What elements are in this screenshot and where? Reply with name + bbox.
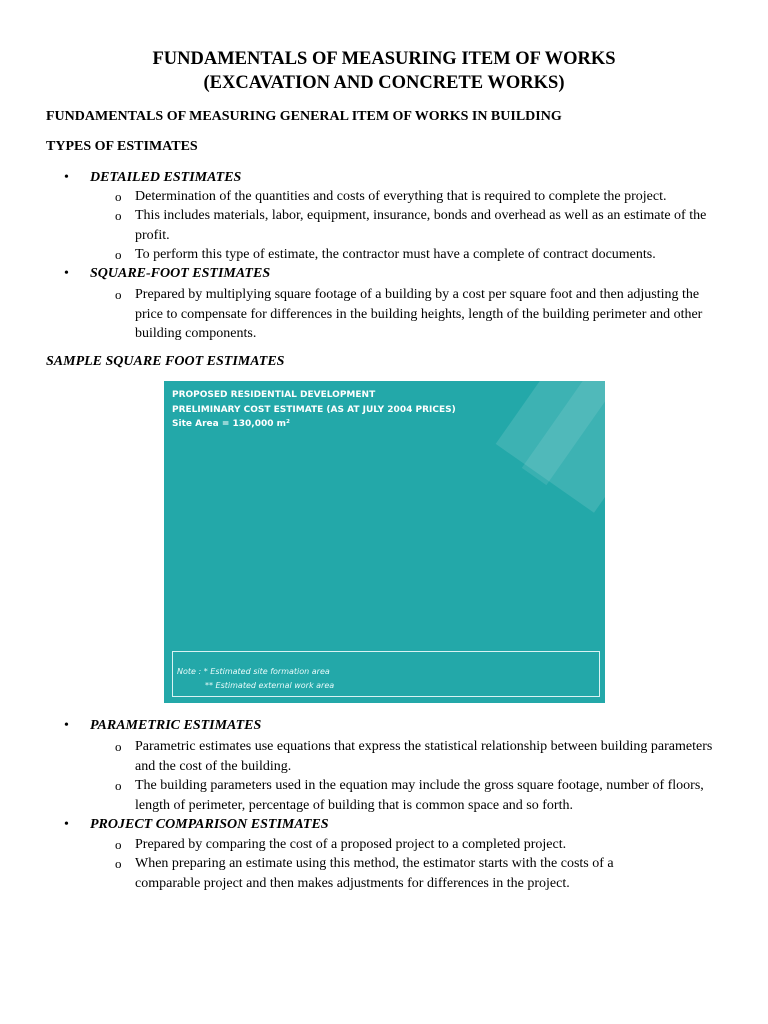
sub-bullet-icon: o <box>115 189 122 204</box>
sub-bullet-icon: o <box>115 856 122 871</box>
bullet-icon: • <box>64 266 69 281</box>
sub-bullet-icon: o <box>115 837 122 852</box>
sub-bullet-icon: o <box>115 778 122 793</box>
sample-estimate-table <box>164 381 605 703</box>
square-foot-estimates-label: SQUARE-FOOT ESTIMATES <box>90 266 271 281</box>
sub-bullet-icon: o <box>115 208 122 223</box>
types-heading: TYPES OF ESTIMATES <box>46 139 198 154</box>
page-title-line-1: FUNDAMENTALS OF MEASURING ITEM OF WORKS <box>152 49 616 69</box>
bullet-icon: • <box>64 718 69 733</box>
square-foot-point-1: Prepared by multiplying square footage of a building by a cost per square foot and then adjusting the price to compensate for differences in the building heights, length of the building perimeter and other building components. <box>135 287 703 341</box>
table-header-line-2: PRELIMINARY COST ESTIMATE (AS AT JULY 2004 PRICES) <box>172 405 456 415</box>
table-note-line-1: Note : * Estimated site formation area <box>177 667 330 676</box>
detailed-estimates-label: DETAILED ESTIMATES <box>90 170 242 185</box>
detailed-point-3: To perform this type of estimate, the contractor must have a complete of contract documents. <box>135 247 656 262</box>
comparison-point-1: Prepared by comparing the cost of a proposed project to a completed project. <box>135 837 567 852</box>
detailed-point-1: Determination of the quantities and costs of everything that is required to complete the project. <box>135 189 667 204</box>
sub-bullet-icon: o <box>115 287 122 302</box>
parametric-point-1: Parametric estimates use equations that express the statistical relationship between building parameters and the cost of the building. <box>135 739 713 774</box>
parametric-point-2: The building parameters used in the equation may include the gross square footage, number of floors, length of perimeter, percentage of building that is common space and so forth. <box>135 778 704 813</box>
sub-bullet-icon: o <box>115 739 122 754</box>
table-header-line-1: PROPOSED RESIDENTIAL DEVELOPMENT <box>172 390 376 400</box>
comparison-point-2: When preparing an estimate using this method, the estimator starts with the costs of a comparable project and then makes adjustments for differences in the project. <box>135 856 614 891</box>
sub-bullet-icon: o <box>115 247 122 262</box>
table-note-line-2: ** Estimated external work area <box>205 681 335 690</box>
page-title-line-2: (EXCAVATION AND CONCRETE WORKS) <box>203 73 565 93</box>
detailed-point-2: This includes materials, labor, equipment, insurance, bonds and overhead as well as an estimate of the profit. <box>135 208 707 243</box>
parametric-estimates-label: PARAMETRIC ESTIMATES <box>90 718 262 733</box>
bullet-icon: • <box>64 817 69 832</box>
sample-heading: SAMPLE SQUARE FOOT ESTIMATES <box>46 354 285 369</box>
table-header-line-3: Site Area = 130,000 m² <box>172 419 290 429</box>
project-comparison-estimates-label: PROJECT COMPARISON ESTIMATES <box>90 817 329 832</box>
section-heading: FUNDAMENTALS OF MEASURING GENERAL ITEM OF WORKS IN BUILDING <box>46 109 562 124</box>
bullet-icon: • <box>64 170 69 185</box>
table-note-box <box>172 651 600 697</box>
